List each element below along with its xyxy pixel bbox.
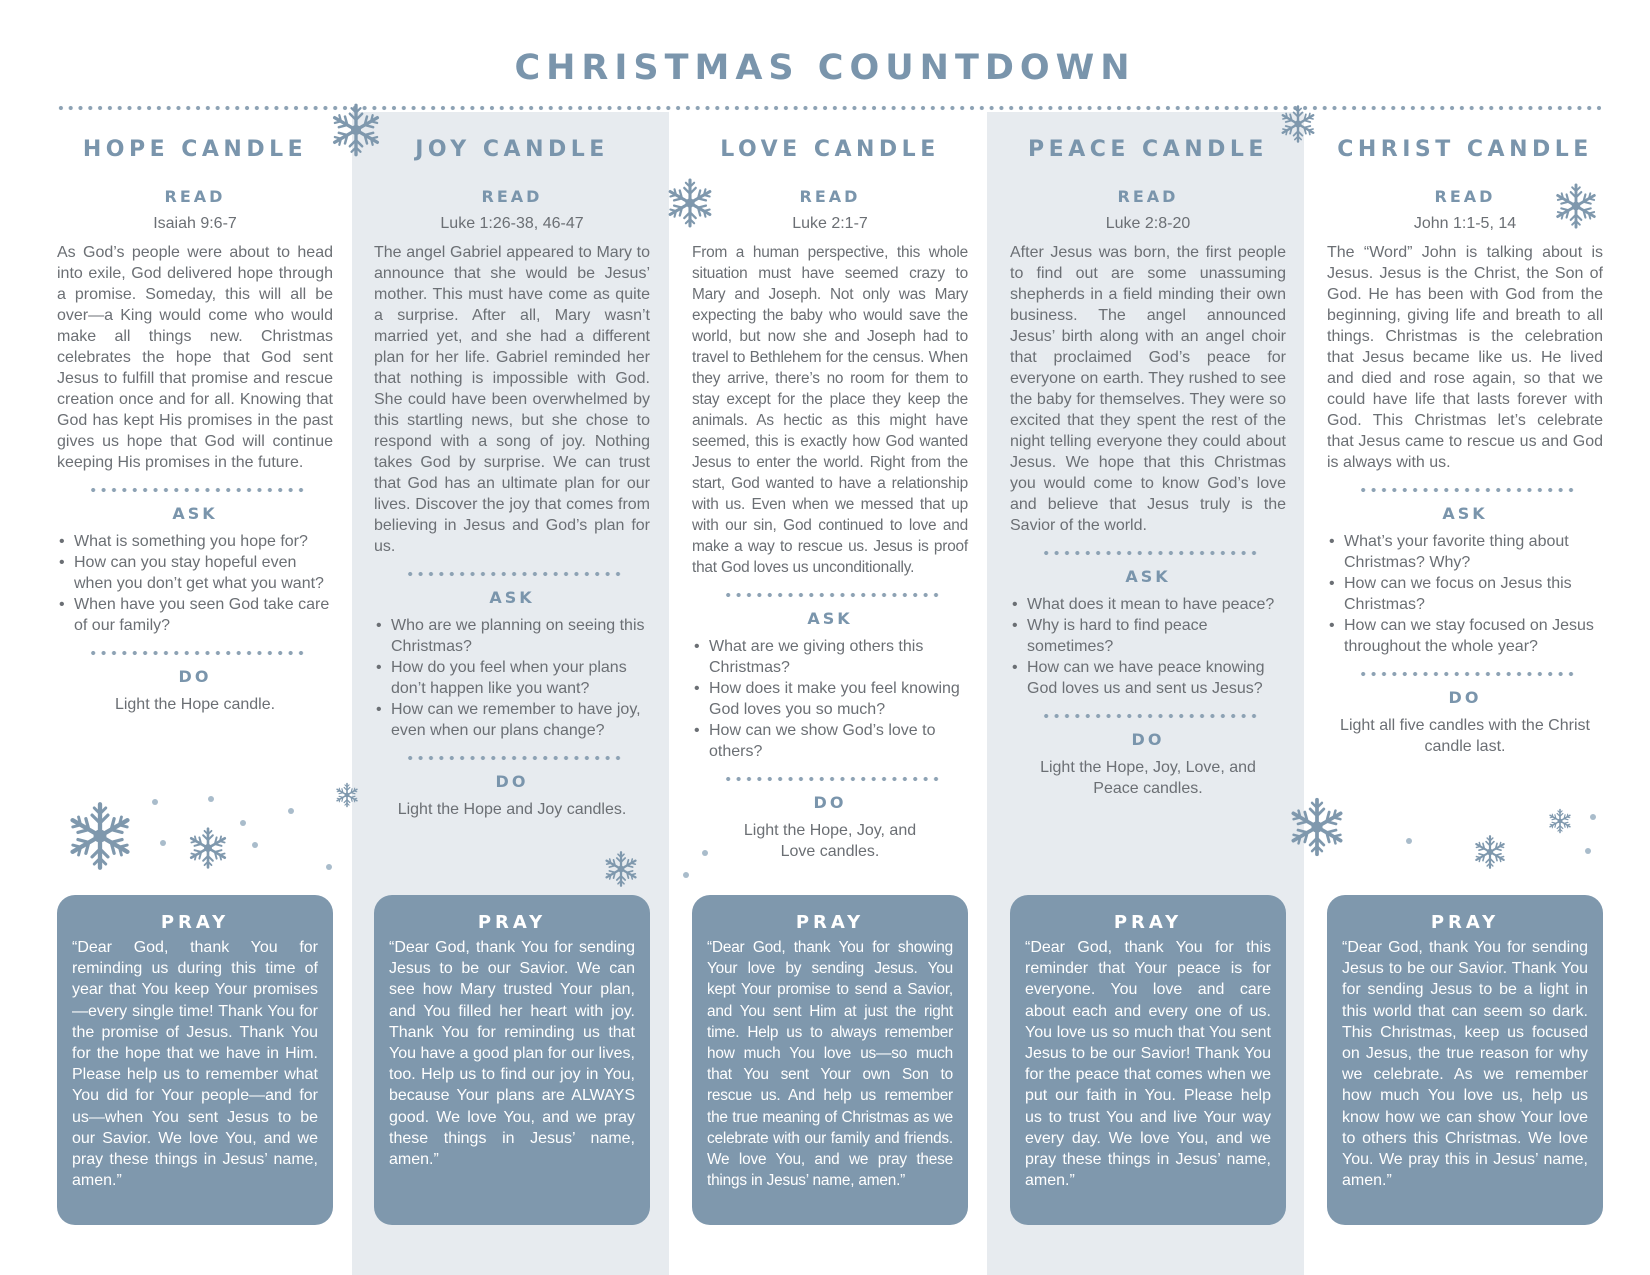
snow-dot	[208, 796, 214, 802]
do-text: Light the Hope, Joy, and Love candles.	[743, 822, 917, 860]
scripture-reference: Luke 1:26-38, 46-47	[440, 215, 584, 232]
ask-list	[374, 615, 650, 741]
ask-label: ASK	[489, 588, 535, 607]
ask-list	[1327, 531, 1603, 657]
ask-item: • What are we giving others this Christmas?	[692, 636, 968, 678]
ask-label: ASK	[807, 609, 853, 628]
snowflake-icon	[1278, 104, 1318, 144]
ask-list	[692, 636, 968, 762]
do-label: DO	[178, 667, 212, 686]
ask-list	[57, 531, 333, 636]
ask-label: ASK	[172, 504, 218, 523]
section-divider	[405, 571, 623, 577]
do-label: DO	[1448, 688, 1482, 707]
read-text: The angel Gabriel appeared to Mary to announce that she would be Jesus’ mother. This must have come as quite a surprise. After all, Mary wasn’t married yet, and she had a different plan for her life. Gabriel reminded her that nothing is impossible with God. She could have been overwhelmed by this startling news, but she chose to respond with a song of joy. Nothing takes God by surprise. We can trust that God has an ultimate plan for our lives. Discover the joy that comes from believing in Jesus and God’s plan for us.	[374, 244, 650, 555]
snow-dot	[1590, 814, 1596, 820]
ask-item: • When have you seen God take care of our family?	[57, 594, 333, 636]
read-label: READ	[799, 187, 861, 206]
candle-title: PEACE CANDLE	[1028, 137, 1268, 162]
do-text: Light the Hope, Joy, Love, and Peace candles.	[1040, 759, 1256, 797]
section-divider	[1041, 713, 1259, 719]
joy-pray-box	[374, 895, 650, 1225]
ask-item: • How can we have peace knowing God loves us and sent us Jesus?	[1010, 657, 1286, 699]
ask-item: • What’s your favorite thing about Christmas? Why?	[1327, 531, 1603, 573]
snow-dot	[252, 842, 258, 848]
ask-item: • What is something you hope for?	[57, 531, 333, 552]
snow-dot	[160, 840, 166, 846]
read-label: READ	[1434, 187, 1496, 206]
pray-text: “Dear God, thank You for showing Your love by sending Jesus. You kept Your promise to send a Savior, and You sent Him at just the right time. Help us to always remember how much You love us—so much that You sent Your own Son to rescue us. And help us remember the true meaning of Christmas as we celebrate with our family and friends. We love You, and we pray these things in Jesus’ name, amen.”	[707, 939, 953, 1190]
section-divider	[1358, 487, 1576, 493]
scripture-reference: Isaiah 9:6-7	[153, 215, 237, 232]
snowflake-icon	[186, 826, 230, 870]
section-divider	[88, 487, 306, 493]
joy-candle-column	[374, 130, 650, 820]
pray-label: PRAY	[1113, 912, 1183, 933]
section-divider	[1358, 671, 1576, 677]
snow-dot	[1406, 838, 1412, 844]
ask-item: • Who are we planning on seeing this Christmas?	[374, 615, 650, 657]
ask-list	[1010, 594, 1286, 699]
snowflake-icon	[334, 782, 360, 808]
read-text: After Jesus was born, the first people to find out are some unassuming shepherds in a field minding their own business. The angel announced Jesus’ birth along with an angel choir that proclaimed God’s peace for everyone on earth. They rushed to see the baby for themselves. They were so excited that they spent the rest of the night telling everyone they could about Jesus. We hope that this Christmas you would come to know God’s love and believe that Jesus truly is the Savior of the world.	[1010, 244, 1286, 534]
snow-dot	[288, 808, 294, 814]
pray-label: PRAY	[1430, 912, 1500, 933]
read-label: READ	[1117, 187, 1179, 206]
title-divider	[56, 105, 1601, 111]
ask-item: • How does it make you feel knowing God loves you so much?	[692, 678, 968, 720]
pray-text: “Dear God, thank You for reminding us during this time of year that You keep Your promises—every single time! Thank You for the promise of Jesus. Thank You for the hope that we have in Him. Please help us to remember what You did for Your people—and for us—when You sent Jesus to be our Savior. We love You, and we pray these things in Jesus’ name, amen.”	[72, 939, 318, 1190]
snowflake-icon	[64, 800, 136, 872]
snowflake-icon	[1286, 796, 1348, 858]
read-text: From a human perspective, this whole situation must have seemed crazy to Mary and Joseph. Not only was Mary expecting the baby who would save the world, but now she and Joseph had to travel to Bethlehem for the census. When they arrive, there’s no room for them to stay except for the place they keep the animals. As hectic as this might have seemed, this is exactly how God wanted Jesus to enter the world. Right from the start, God wanted to have a relationship with us. Even when we messed that up with our sin, God continued to love and make a way to rescue us. Jesus is proof that God loves us unconditionally.	[692, 244, 968, 576]
pray-label: PRAY	[477, 912, 547, 933]
pray-text: “Dear God, thank You for sending Jesus to be our Savior. We can see how Mary trusted Your plan, and You filled her heart with joy. Thank You for reminding us that You have a good plan for our lives, too. Help us to find our joy in You, because Your plans are ALWAYS good. We love You, and we pray these things in Jesus’ name, amen.”	[389, 939, 635, 1169]
ask-item: • What does it mean to have peace?	[1010, 594, 1286, 615]
page-title: CHRISTMAS COUNTDOWN	[514, 48, 1136, 88]
pray-label: PRAY	[795, 912, 865, 933]
do-text: Light the Hope candle.	[114, 696, 276, 713]
snow-dot	[152, 799, 158, 805]
ask-item: • How can you stay hopeful even when you don’t get what you want?	[57, 552, 333, 594]
ask-item: • How can we focus on Jesus this Christmas?	[1327, 573, 1603, 615]
read-label: READ	[164, 187, 226, 206]
read-text: The “Word” John is talking about is Jesus. Jesus is the Christ, the Son of God. He has been with God from the beginning, giving life and breath to all things. Christmas is the celebration that Jesus became like us. He lived and died and rose again, so that we could have life that lasts forever with God. This Christmas let’s celebrate that Jesus came to rescue us and God is always with us.	[1327, 244, 1603, 471]
section-divider	[88, 650, 306, 656]
snowflake-icon	[602, 850, 640, 888]
ask-item: • Why is hard to find peace sometimes?	[1010, 615, 1286, 657]
christ-pray-box	[1327, 895, 1603, 1225]
snowflake-icon	[664, 177, 716, 229]
snow-dot	[326, 864, 332, 870]
ask-item: • How can we remember to have joy, even when our plans change?	[374, 699, 650, 741]
love-pray-box	[692, 895, 968, 1225]
hope-pray-box	[57, 895, 333, 1225]
scripture-reference: Luke 2:8-20	[1105, 215, 1191, 232]
pray-text: “Dear God, thank You for this reminder that Your peace is for everyone. You love and care about each and every one of us. You love us so much that You sent Jesus to be our Savior! Thank You for the peace that comes when we put our faith in You. Please help us to trust You and live Your way every day. We love You, and we pray these things in Jesus’ name, amen.”	[1025, 939, 1271, 1190]
snowflake-icon	[328, 102, 384, 158]
scripture-reference: John 1:1-5, 14	[1413, 215, 1517, 232]
snow-dot	[240, 820, 246, 826]
snow-dot	[683, 872, 689, 878]
read-text: As God’s people were about to head into exile, God delivered hope through a promise. Someday, this will all be over—a King would come who would make all things new. Christmas celebrates the hope that God sent Jesus to fulfill that promise and rescue creation once and for all. Knowing that God has kept His promises in the past gives us hope that God will continue keeping His promises in the future.	[57, 244, 333, 471]
section-divider	[1041, 550, 1259, 556]
peace-pray-box	[1010, 895, 1286, 1225]
read-label: READ	[481, 187, 543, 206]
do-text: Light all five candles with the Christ candle last.	[1340, 717, 1590, 755]
ask-item: • How do you feel when your plans don’t happen like you want?	[374, 657, 650, 699]
do-label: DO	[495, 772, 529, 791]
pray-label: PRAY	[160, 912, 230, 933]
snow-dot	[1585, 848, 1591, 854]
ask-label: ASK	[1442, 504, 1488, 523]
ask-item: • How can we show God’s love to others?	[692, 720, 968, 762]
candle-title: LOVE CANDLE	[720, 137, 940, 162]
do-text: Light the Hope and Joy candles.	[397, 801, 627, 818]
pray-text: “Dear God, thank You for sending Jesus to be our Savior. Thank You for sending Jesus to be a light in this world that can seem so dark. This Christmas, keep us focused on Jesus, the true reason for why we celebrate. As we remember how much You love us, help us know how we can show Your love to others this Christmas. We love You. We pray this in Jesus’ name, amen.”	[1342, 939, 1588, 1190]
do-label: DO	[813, 793, 847, 812]
section-divider	[723, 776, 941, 782]
hope-candle-column	[57, 130, 333, 715]
do-label: DO	[1131, 730, 1165, 749]
snowflake-icon	[1547, 808, 1573, 834]
candle-title: JOY CANDLE	[415, 137, 609, 162]
scripture-reference: Luke 2:1-7	[792, 215, 868, 232]
ask-label: ASK	[1125, 567, 1171, 586]
section-divider	[405, 755, 623, 761]
snow-dot	[702, 850, 708, 856]
peace-candle-column	[1010, 130, 1286, 799]
section-divider	[723, 592, 941, 598]
candle-title: HOPE CANDLE	[82, 137, 308, 162]
candle-title: CHRIST CANDLE	[1337, 137, 1593, 162]
love-candle-column	[692, 130, 968, 862]
snowflake-icon	[1472, 834, 1508, 870]
ask-item: • How can we stay focused on Jesus throughout the whole year?	[1327, 615, 1603, 657]
snowflake-icon	[1552, 182, 1600, 230]
